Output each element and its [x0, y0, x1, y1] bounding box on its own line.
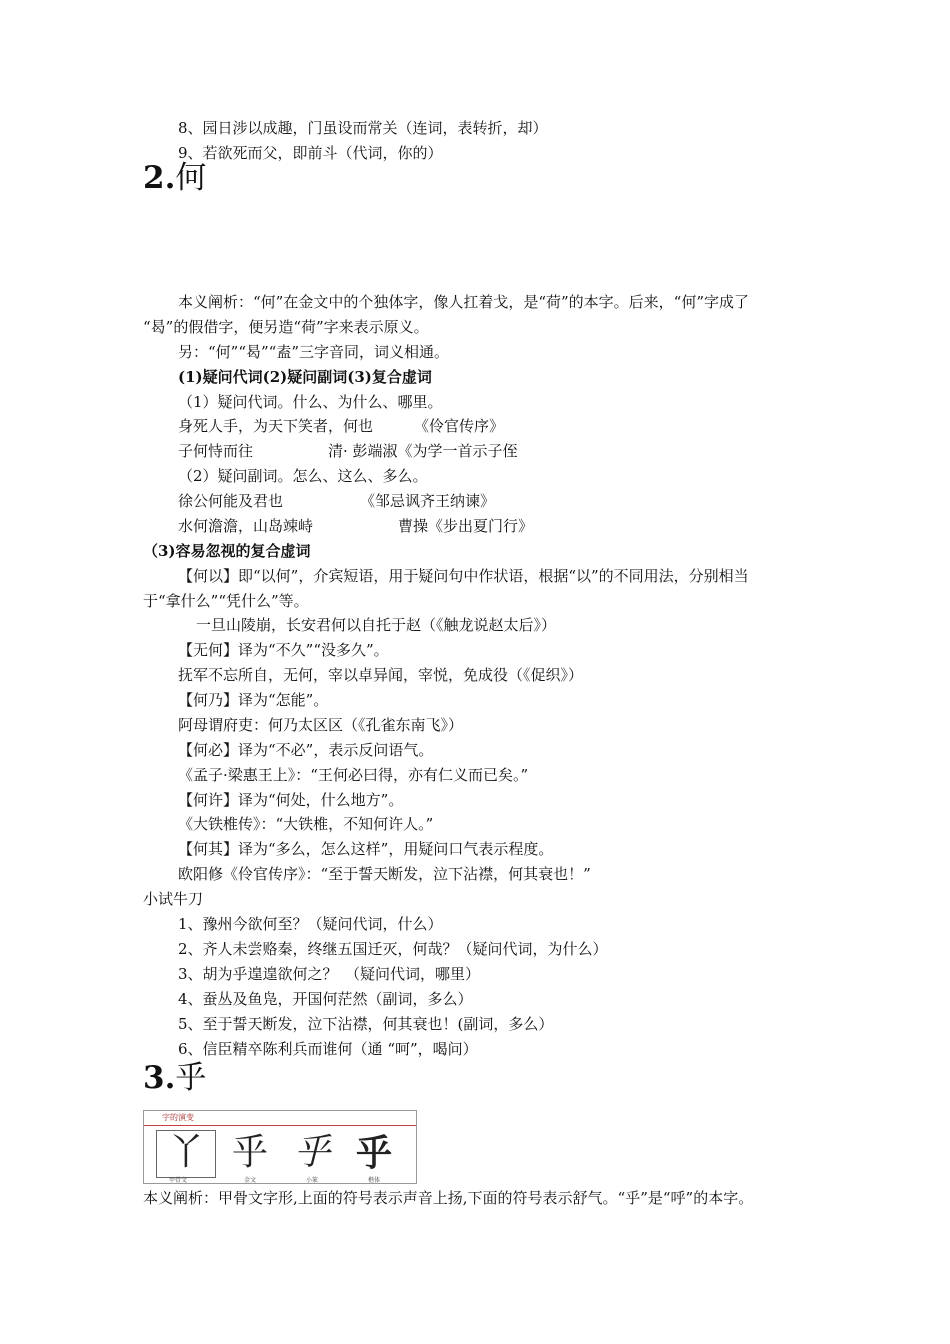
paragraph: 欧阳修《伶官传序》：“至于誓天断发，泣下沾襟，何其衰也！”: [178, 865, 591, 883]
paragraph: 《孟子·梁惠王上》：“王何必曰得，亦有仁义而已矣。”: [178, 766, 529, 784]
paragraph: 本义阐析：甲骨文字形,上面的符号表示声音上扬,下面的符号表示舒气。“乎”是“呼”的本字。: [143, 1189, 754, 1207]
paragraph: （1）疑问代词。什么、为什么、哪里。: [178, 393, 443, 411]
paragraph: 【何其】译为“多么，怎么这样”，用疑问口气表示程度。: [178, 840, 554, 858]
paragraph: 一旦山陵崩，长安君何以自托于赵（《触龙说赵太后》）: [196, 616, 557, 634]
script-glyph-seal: 乎: [293, 1132, 330, 1173]
script-label: 小篆: [305, 1177, 318, 1184]
character-evolution-image: [143, 1110, 417, 1184]
paragraph: 本义阐析：“何”在金文中的个独体字，像人扛着戈，是“荷”的本字。后来，“何”字成了: [178, 293, 750, 311]
paragraph: 【何以】即“以何”，介宾短语，用于疑问句中作状语，根据“以”的不同用法，分别相当: [178, 567, 749, 585]
paragraph: 【何乃】译为“怎能”。: [178, 691, 329, 709]
paragraph: （2）疑问副词。怎么、这么、多么。: [178, 467, 428, 485]
line-8: 8、园日涉以成趣，门虽设而常关（连词，表转折，却）: [178, 119, 548, 137]
heading-char: 何: [175, 160, 207, 196]
heading-number: 2.: [143, 160, 176, 196]
example-source: 《邹忌讽齐王纳谏》: [360, 492, 496, 510]
paragraph: 抚军不忘所自，无何，宰以卓异闻，宰悦，免成役（《促织》）: [178, 666, 584, 684]
image-title: 字的演变: [144, 1111, 416, 1126]
example-line: [178, 416, 373, 436]
script-glyph-regular: 乎: [355, 1132, 392, 1174]
script-glyph-oracle: 丫: [156, 1130, 216, 1178]
script-label: 楷体: [367, 1177, 380, 1184]
line-9: 9、若欲死而父，即前斗（代词，你的）: [178, 144, 443, 162]
paragraph: 【何许】译为“何处，什么地方”。: [178, 791, 404, 809]
exercise-item: 1、豫州今欲何至？（疑问代词，什么）: [178, 915, 443, 933]
heading-char: 乎: [175, 1060, 207, 1096]
example-line: 水何澹澹，山岛竦峙: [178, 517, 314, 535]
example-source: 曹操《步出夏门行》: [398, 517, 534, 535]
example-source: 清· 彭端淑《为学一首示子侄: [328, 442, 518, 460]
heading-2: [143, 160, 206, 196]
paragraph: 于“拿什么”“凭什么”等。: [143, 592, 309, 610]
exercise-item: 2、齐人未尝赂秦，终继五国迁灭，何哉？（疑问代词，为什么）: [178, 940, 608, 958]
exercise-item: 4、蚕丛及鱼凫，开国何茫然（副词，多么）: [178, 990, 473, 1008]
paragraph: （3)容易忽视的复合虚词: [143, 542, 311, 560]
script-label: 甲骨文: [168, 1177, 187, 1184]
paragraph: (1)疑问代词(2)疑问副词(3)复合虚词: [178, 368, 432, 386]
example-line: 子何恃而往: [178, 442, 254, 460]
paragraph: 【何必】译为“不必”，表示反问语气。: [178, 741, 434, 759]
heading-3: [143, 1060, 206, 1096]
heading-number: 3.: [143, 1060, 176, 1096]
script-glyph-bronze: 乎: [231, 1132, 268, 1173]
paragraph: 另：“何”“曷”“盍”三字音同，词义相通。: [178, 343, 450, 361]
paragraph: 【无何】译为“不久”“没多久”。: [178, 641, 389, 659]
exercise-item: 6、信臣精卒陈利兵而谁何（通 “呵”，喝问）: [178, 1040, 478, 1058]
section-title: 小试牛刀: [143, 890, 204, 908]
exercise-item: 5、至于誓天断发，泣下沾襟，何其衰也！(副词，多么）: [178, 1015, 554, 1033]
paragraph: 《大铁椎传》：“大铁椎，不知何许人。”: [178, 815, 434, 833]
paragraph: “曷”的假借字，便另造“荷”字来表示原义。: [143, 318, 429, 336]
example-text: 身死人手，为天下笑者，何也: [178, 417, 374, 435]
example-source: 《伶官传序》: [414, 417, 505, 435]
exercise-item: 3、胡为乎遑遑欲何之？ （疑问代词，哪里）: [178, 965, 481, 983]
paragraph: 阿母谓府吏：何乃太区区（《孔雀东南飞》）: [178, 716, 464, 734]
example-line: 徐公何能及君也: [178, 492, 284, 510]
script-label: 金文: [243, 1177, 256, 1184]
